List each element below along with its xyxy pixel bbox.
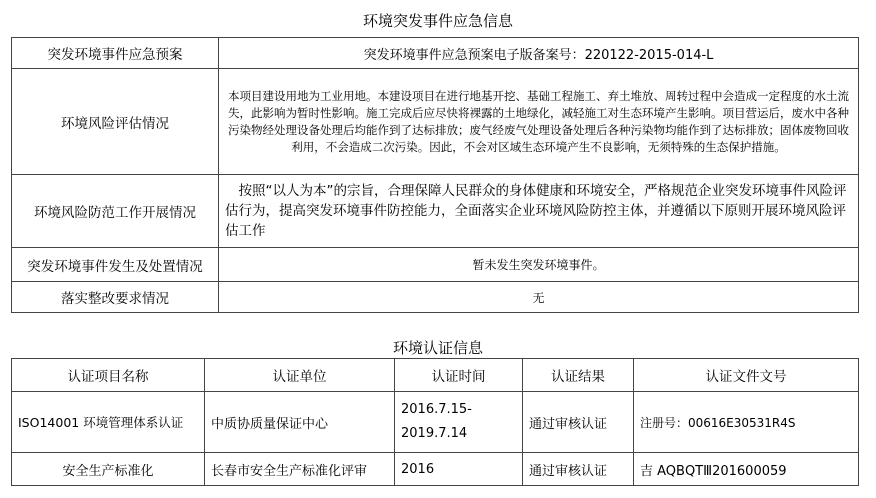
cert-name-cell: 安全生产标准化	[12, 453, 205, 486]
rectify-value: 无	[219, 282, 859, 313]
cert-result-cell: 通过审核认证	[523, 453, 634, 486]
cert-info-table	[11, 358, 859, 486]
cert-docno-cell: 注册号：00616E30531R4S	[634, 392, 859, 453]
cert-name-cell: ISO14001 环境管理体系认证	[12, 392, 205, 453]
rectify-label: 落实整改要求情况	[12, 282, 219, 313]
cert-time-start: 2016.7.15-	[401, 402, 472, 417]
cert-time-end: 2019.7.14	[401, 426, 468, 441]
risk-eval-value: 本项目建设用地为工业用地。本建设项目在进行地基开挖、基础工程施工、弃土堆放、周转过程中会造成一定程度的水土流失，此影响为暂时性影响。施工完成后应尽快将裸露的土地绿化，减轻施工对生态环境产生影响。项目营运后，废水中各种污染物经处理设备处理后均能作到了达标排放；废气经废气处理设备处理后各种污染物均能作到了达标排放；固体废物回收利用，不会造成二次污染。因此，不会对区域生态环境产生不良影响，无须特殊的生态保护措施。	[219, 69, 859, 175]
cert-time-cell: 2016	[395, 453, 523, 486]
table-row	[12, 392, 859, 453]
risk-prevent-label: 环境风险防范工作开展情况	[12, 175, 219, 248]
risk-eval-label: 环境风险评估情况	[12, 69, 219, 175]
plan-label: 突发环境事件应急预案	[12, 38, 219, 69]
risk-prevent-value: 按照“以人为本”的宗旨，合理保障人民群众的身体健康和环境安全，严格规范企业突发环境事件风险评估行为，提高突发环境事件防控能力，全面落实企业环境风险防控主体，并遵循以下原则开展环境风险评估工作	[219, 175, 859, 248]
table-row	[12, 175, 859, 248]
emergency-info-table	[11, 37, 859, 313]
cert-docno-cell: 吉 AQBQTⅢ201600059	[634, 453, 859, 486]
header-cell: 认证项目名称	[12, 359, 205, 392]
table-row	[12, 69, 859, 175]
header-cell: 认证文件文号	[634, 359, 859, 392]
plan-value: 突发环境事件应急预案电子版备案号：220122-2015-014-L	[219, 38, 859, 69]
incident-label: 突发环境事件发生及处置情况	[12, 248, 219, 282]
cert-result-cell: 通过审核认证	[523, 392, 634, 453]
table-row	[12, 38, 859, 69]
cert-section-title: 环境认证信息	[392, 339, 483, 357]
table-header-row	[12, 359, 859, 392]
table-row	[12, 248, 859, 282]
cert-time-cell	[395, 392, 523, 453]
incident-value: 暂未发生突发环境事件。	[219, 248, 859, 282]
cert-unit-cell: 长春市安全生产标准化评审	[205, 453, 395, 486]
table-row	[12, 453, 859, 486]
header-cell: 认证时间	[395, 359, 523, 392]
emergency-section-title: 环境突发事件应急信息	[362, 12, 513, 30]
table-row	[12, 282, 859, 313]
header-cell: 认证结果	[523, 359, 634, 392]
cert-unit-cell: 中质协质量保证中心	[205, 392, 395, 453]
header-cell: 认证单位	[205, 359, 395, 392]
